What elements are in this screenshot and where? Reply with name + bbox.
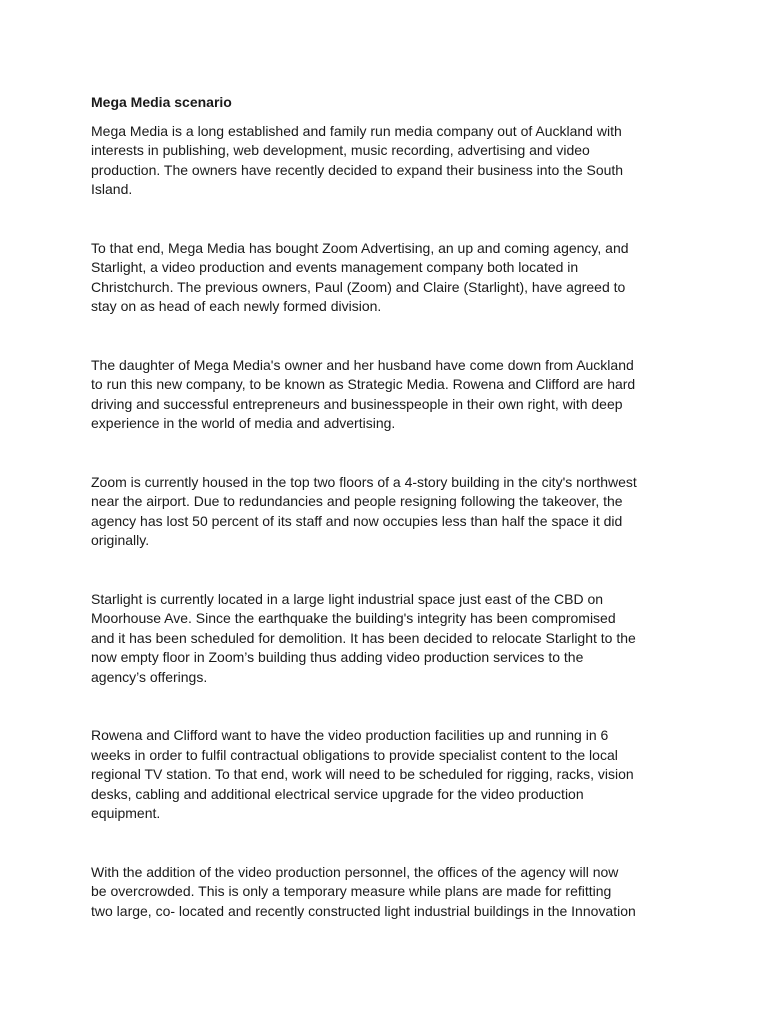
paragraph bbox=[91, 863, 691, 922]
text-line: near the airport. Due to redundancies and people resigning following the takeover, the bbox=[91, 493, 623, 509]
text-line: Island. bbox=[91, 181, 133, 197]
text-line: originally. bbox=[91, 532, 150, 548]
text-line: Mega Media is a long established and family run media company out of Auckland with bbox=[91, 122, 622, 139]
text-line: experience in the world of media and advertising. bbox=[91, 415, 396, 431]
text-line: Christchurch. The previous owners, Paul (Zoom) and Claire (Starlight), have agreed to bbox=[91, 278, 626, 295]
text-line: equipment. bbox=[91, 805, 161, 821]
document-page bbox=[91, 93, 691, 960]
text-line: The daughter of Mega Media's owner and her husband have come down from Auckland bbox=[91, 356, 634, 373]
text-line: regional TV station. To that end, work will need to be scheduled for rigging, racks, vision bbox=[91, 766, 634, 782]
text-line: and it has been scheduled for demolition. It has been decided to relocate Starlight to the bbox=[91, 629, 636, 646]
text-line: Rowena and Clifford want to have the video production facilities up and running in 6 bbox=[91, 727, 609, 743]
text-line: agency’s offerings. bbox=[91, 668, 208, 685]
text-line: stay on as head of each newly formed division. bbox=[91, 298, 382, 314]
paragraph bbox=[91, 590, 691, 688]
text-line: production. The owners have recently decided to expand their business into the South bbox=[91, 161, 624, 178]
paragraph bbox=[91, 239, 691, 317]
paragraph bbox=[91, 473, 691, 551]
text-line: Zoom is currently housed in the top two floors of a 4-story building in the city's northwest bbox=[91, 473, 637, 490]
text-line: weeks in order to fulfil contractual obligations to provide specialist content to the local bbox=[91, 746, 618, 763]
paragraph bbox=[91, 726, 691, 824]
text-line: agency has lost 50 percent of its staff and now occupies less than half the space it did bbox=[91, 512, 623, 529]
text-line: Starlight, a video production and events management company both located in bbox=[91, 259, 579, 275]
text-line: Moorhouse Ave. Since the earthquake the building's integrity has been compromised bbox=[91, 610, 616, 626]
text-line: To that end, Mega Media has bought Zoom Advertising, an up and coming agency, and bbox=[91, 239, 629, 256]
text-line: driving and successful entrepreneurs and businesspeople in their own right, with deep bbox=[91, 395, 623, 412]
text-line: Starlight is currently located in a large light industrial space just east of the CBD on bbox=[91, 590, 604, 607]
text-line: desks, cabling and additional electrical service upgrade for the video production bbox=[91, 785, 584, 802]
document-body bbox=[91, 122, 691, 922]
document-title: Mega Media scenario bbox=[91, 94, 232, 110]
text-line: interests in publishing, web development, music recording, advertising and video bbox=[91, 142, 590, 158]
paragraph bbox=[91, 356, 691, 434]
text-line: now empty floor in Zoom’s building thus adding video production services to the bbox=[91, 649, 584, 665]
text-line: be overcrowded. This is only a temporary measure while plans are made for refitting bbox=[91, 883, 612, 899]
text-line: two large, co- located and recently constructed light industrial buildings in the Innovation bbox=[91, 902, 636, 919]
text-line: to run this new company, to be known as Strategic Media. Rowena and Clifford are hard bbox=[91, 376, 636, 392]
text-line: With the addition of the video production personnel, the offices of the agency will now bbox=[91, 863, 619, 880]
paragraph bbox=[91, 122, 691, 200]
